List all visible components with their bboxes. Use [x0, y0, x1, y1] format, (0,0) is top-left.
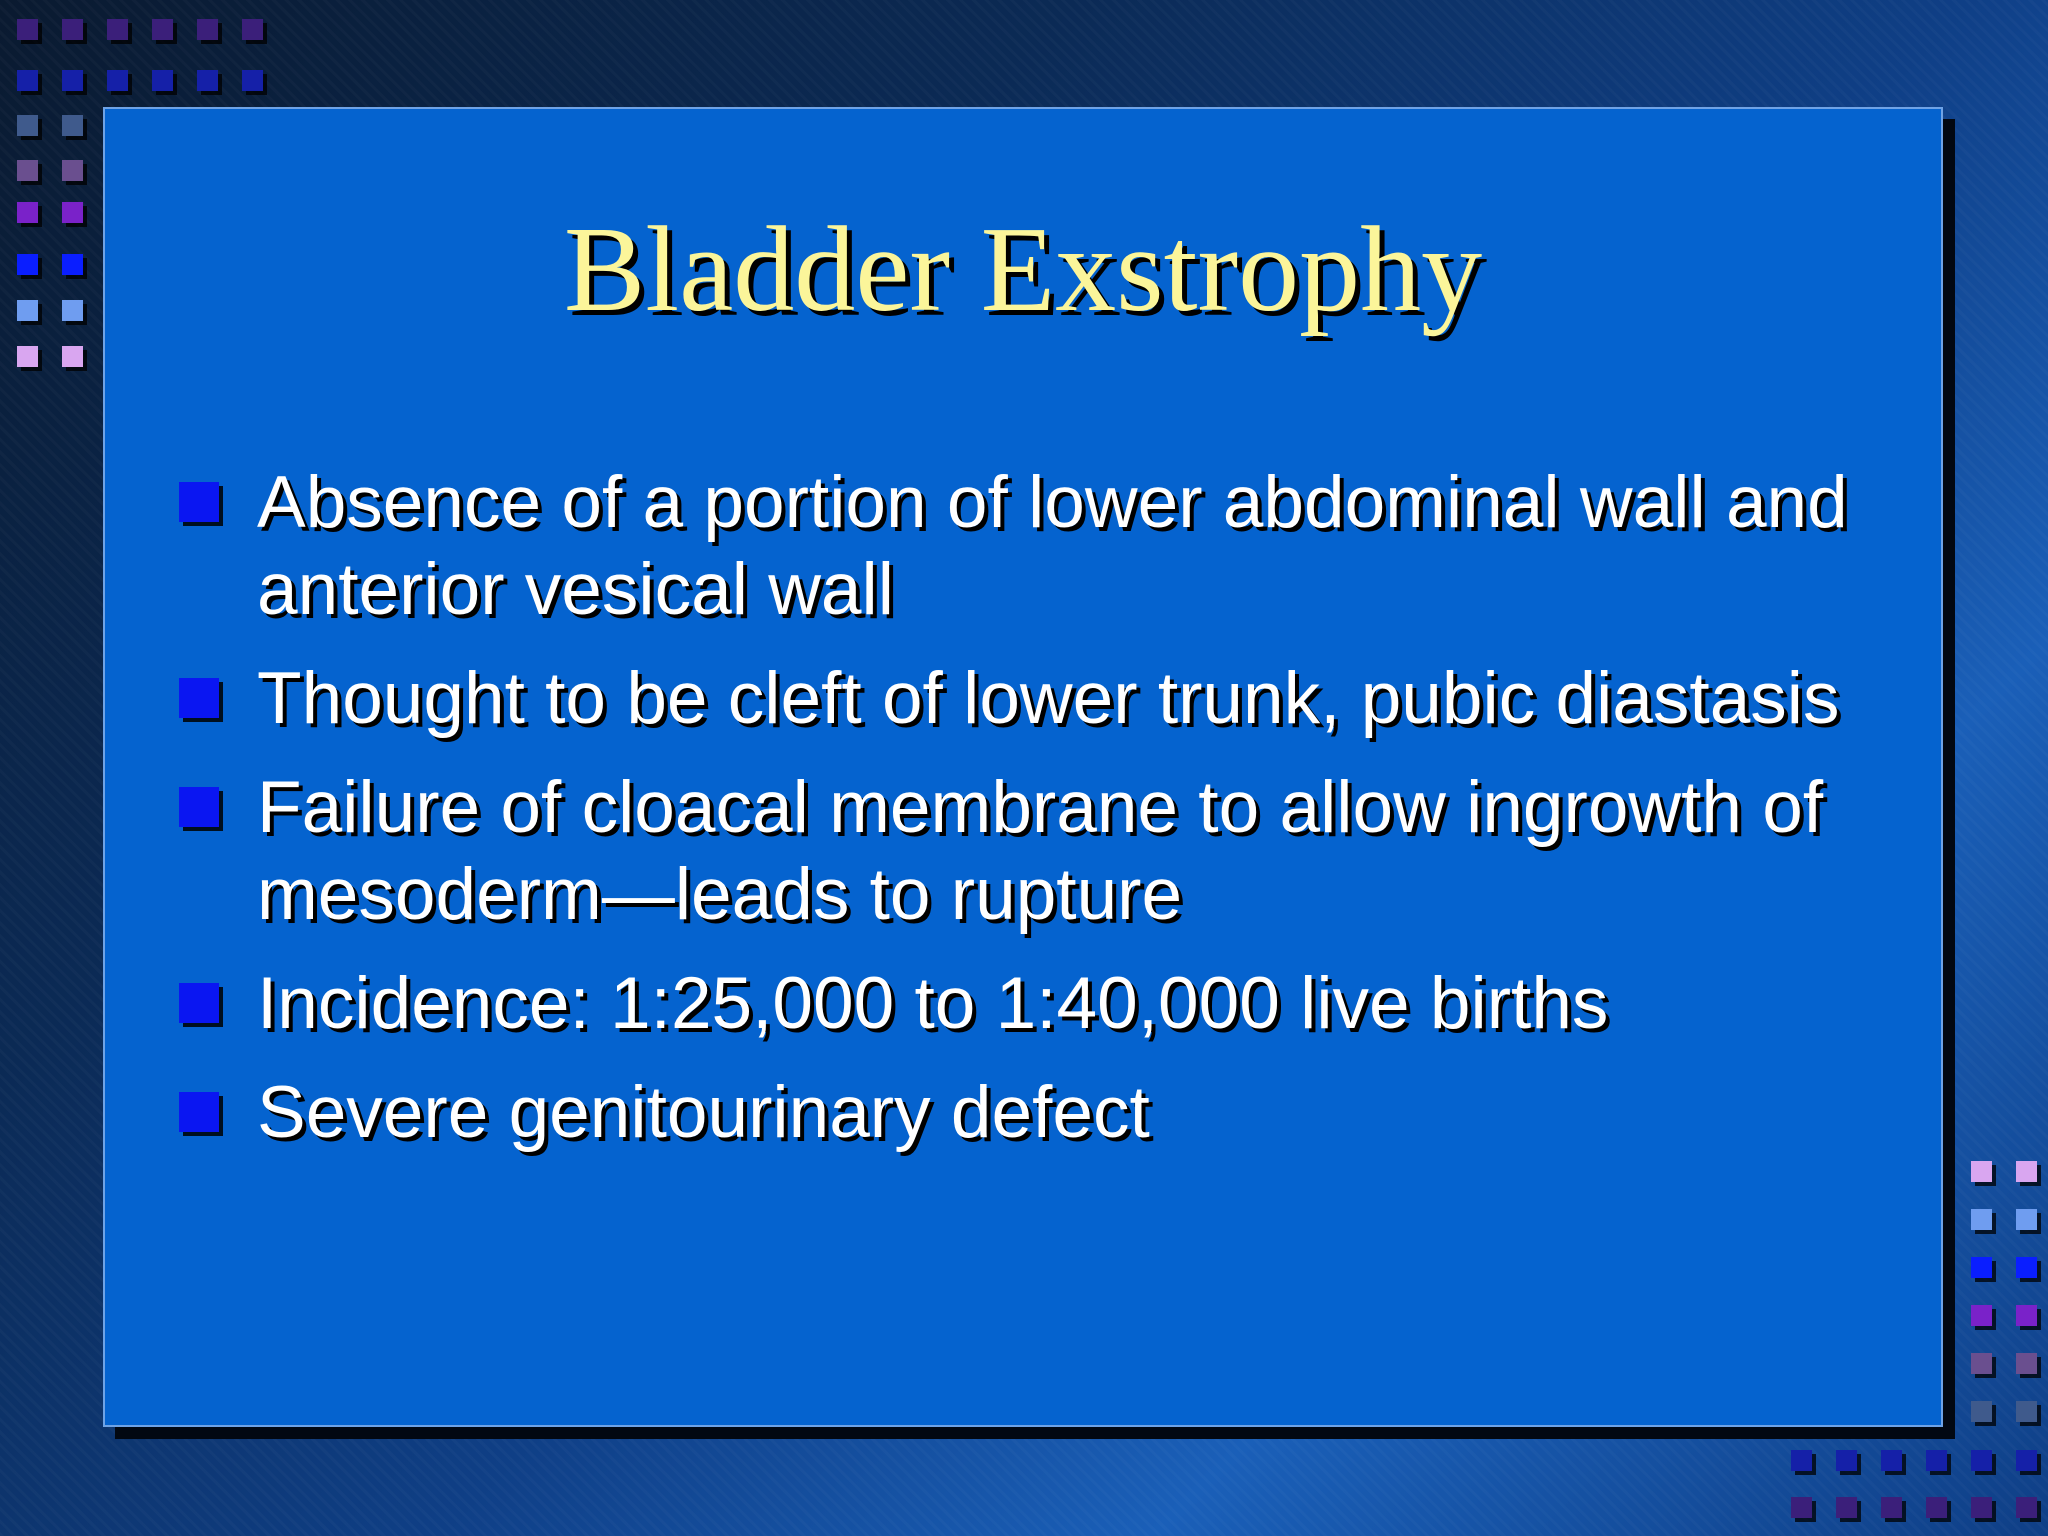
bullet-text: Severe genitourinary defect: [257, 1072, 1150, 1153]
bullet-text: Thought to be cleft of lower trunk, pubic diastasis: [257, 658, 1840, 739]
decor-square: [1881, 1450, 1902, 1471]
decor-square: [1971, 1305, 1992, 1326]
decor-square: [2016, 1450, 2037, 1471]
decor-square: [1971, 1450, 1992, 1471]
decor-square: [2016, 1257, 2037, 1278]
square-bullet-icon: [179, 1092, 219, 1132]
decor-square: [197, 70, 218, 91]
decor-square: [17, 300, 38, 321]
decor-square: [62, 300, 83, 321]
decor-square: [62, 19, 83, 40]
decor-square: [242, 19, 263, 40]
decor-square: [1881, 1497, 1902, 1518]
square-bullet-icon: [179, 787, 219, 827]
decor-square: [152, 19, 173, 40]
decor-square: [17, 160, 38, 181]
decor-square: [17, 346, 38, 367]
decor-square: [242, 70, 263, 91]
decor-square: [1791, 1497, 1812, 1518]
decor-square: [17, 202, 38, 223]
decor-square: [17, 115, 38, 136]
decor-square: [62, 254, 83, 275]
decor-square: [17, 19, 38, 40]
square-bullet-icon: [179, 678, 219, 718]
bullet-text: Failure of cloacal membrane to allow ingrowth of mesoderm—leads to rupture: [257, 767, 1824, 935]
decor-square: [17, 254, 38, 275]
decor-square: [1791, 1450, 1812, 1471]
decor-square: [1971, 1353, 1992, 1374]
decor-square: [62, 160, 83, 181]
decor-square: [1971, 1257, 1992, 1278]
bullet-text: Incidence: 1:25,000 to 1:40,000 live births: [257, 963, 1609, 1044]
decor-square: [152, 70, 173, 91]
decor-square: [1926, 1497, 1947, 1518]
decor-square: [107, 19, 128, 40]
bullet-item: [177, 655, 1897, 742]
decor-square: [62, 70, 83, 91]
decor-square: [2016, 1401, 2037, 1422]
square-bullet-icon: [179, 482, 219, 522]
decor-square: [62, 346, 83, 367]
decor-square: [17, 70, 38, 91]
decor-square: [1836, 1450, 1857, 1471]
decor-square: [2016, 1497, 2037, 1518]
decor-square: [1971, 1401, 1992, 1422]
decor-square: [1971, 1161, 1992, 1182]
decor-square: [2016, 1209, 2037, 1230]
slide-title: Bladder Exstrophy: [563, 202, 1483, 337]
bullet-list: [177, 459, 1897, 1178]
decor-square: [197, 19, 218, 40]
decor-square: [2016, 1305, 2037, 1326]
decor-square: [107, 70, 128, 91]
bullet-item: [177, 459, 1897, 633]
decor-square: [2016, 1353, 2037, 1374]
decor-square: [62, 115, 83, 136]
bullet-item: [177, 960, 1897, 1047]
bullet-item: [177, 1069, 1897, 1156]
decor-square: [1971, 1209, 1992, 1230]
square-bullet-icon: [179, 983, 219, 1023]
bullet-text: Absence of a portion of lower abdominal wall and anterior vesical wall: [257, 462, 1848, 630]
decor-square: [1971, 1497, 1992, 1518]
decor-square: [2016, 1161, 2037, 1182]
slide-panel: [103, 107, 1943, 1427]
decor-square: [1926, 1450, 1947, 1471]
decor-square: [62, 202, 83, 223]
bullet-item: [177, 764, 1897, 938]
decor-square: [1836, 1497, 1857, 1518]
